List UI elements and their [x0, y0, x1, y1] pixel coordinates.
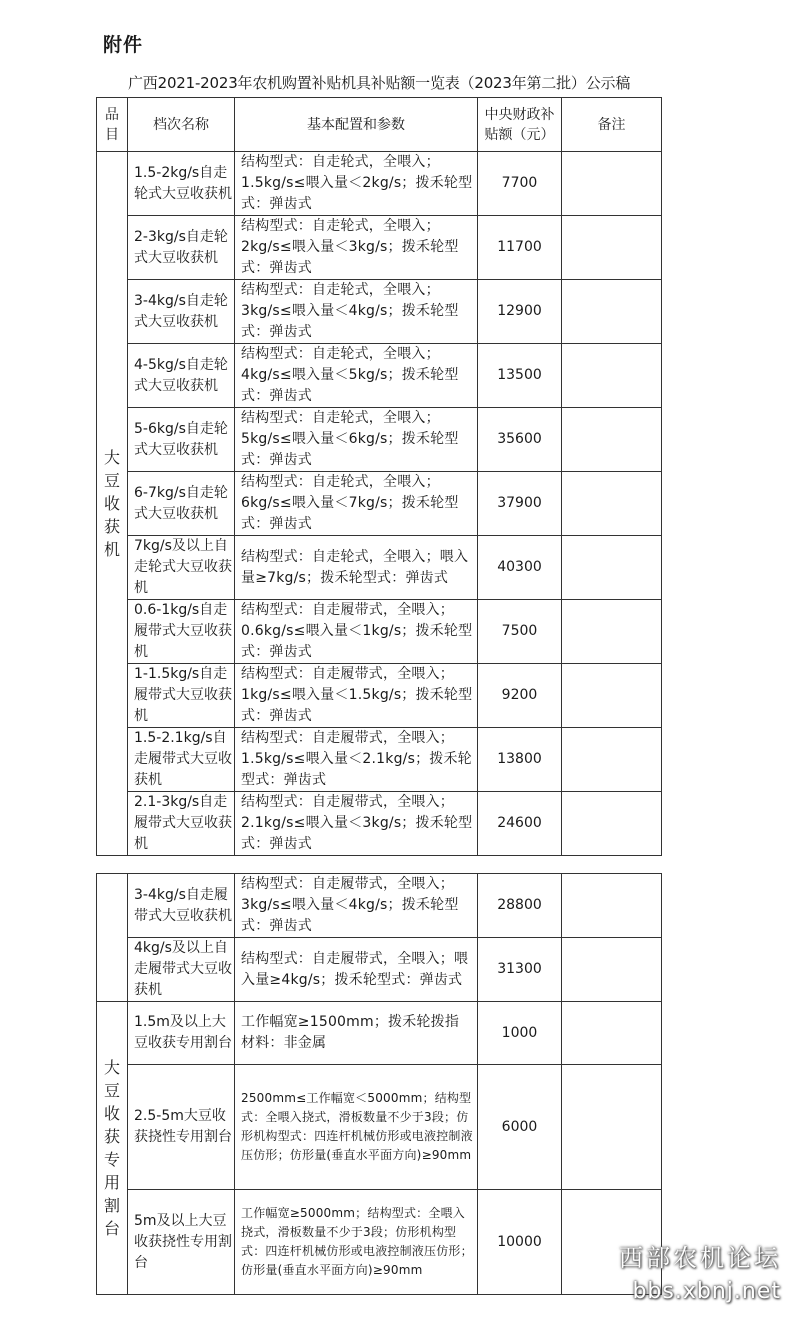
- config-text: 结构型式：自走轮式，全喂入；5kg/s≤喂入量＜6kg/s；拨禾轮型式：弹齿式: [241, 410, 459, 468]
- table-row: [97, 152, 662, 216]
- note-cell: [562, 938, 662, 1002]
- category-cell: [97, 1002, 128, 1295]
- header-note: 备注: [562, 98, 662, 152]
- note-cell: [562, 152, 662, 216]
- note-cell: [562, 1065, 662, 1190]
- tier-name-text: 5-6kg/s自走轮式大豆收获机: [134, 420, 228, 458]
- tier-name-cell: [128, 728, 235, 792]
- subsidy-amount-cell: [478, 664, 562, 728]
- watermark-url: bbs.xbnj.net: [632, 1279, 781, 1304]
- tier-name-text: 2.5-5m大豆收获挠性专用割台: [134, 1108, 232, 1145]
- config-text: 结构型式：自走轮式，全喂入；6kg/s≤喂入量＜7kg/s；拨禾轮型式：弹齿式: [241, 474, 459, 532]
- category-text: 大豆收获专用割台: [103, 1057, 120, 1238]
- note-cell: [562, 536, 662, 600]
- tier-name-cell: [128, 344, 235, 408]
- table-row: [97, 792, 662, 856]
- tier-name-cell: [128, 1190, 235, 1295]
- subsidy-amount-cell: [478, 344, 562, 408]
- note-cell: [562, 280, 662, 344]
- header-config: 基本配置和参数: [235, 98, 478, 152]
- config-text: 结构型式：自走轮式，全喂入；4kg/s≤喂入量＜5kg/s；拨禾轮型式：弹齿式: [241, 346, 459, 404]
- tier-name-cell: [128, 408, 235, 472]
- config-text: 工作幅宽≥1500mm；拨禾轮拨指材料：非金属: [241, 1014, 460, 1051]
- table-row: [97, 1002, 662, 1065]
- config-cell: [235, 536, 478, 600]
- subsidy-amount-text: 9200: [501, 687, 538, 703]
- table-row: [97, 1065, 662, 1190]
- tier-name-text: 1-1.5kg/s自走履带式大豆收获机: [134, 666, 232, 724]
- subsidy-amount-cell: [478, 216, 562, 280]
- note-cell: [562, 600, 662, 664]
- tier-name-cell: [128, 152, 235, 216]
- tier-name-cell: [128, 938, 235, 1002]
- tier-name-text: 5m及以上大豆收获挠性专用割台: [134, 1212, 232, 1271]
- tier-name-cell: [128, 600, 235, 664]
- table-row: [97, 280, 662, 344]
- subsidy-amount-text: 28800: [497, 897, 542, 913]
- note-cell: [562, 792, 662, 856]
- note-cell: [562, 874, 662, 938]
- header-tier-name: 档次名称: [128, 98, 235, 152]
- tier-name-text: 0.6-1kg/s自走履带式大豆收获机: [134, 602, 232, 660]
- tier-name-text: 7kg/s及以上自走轮式大豆收获机: [134, 538, 232, 596]
- config-text: 结构型式：自走履带式，全喂入；0.6kg/s≤喂入量＜1kg/s；拨禾轮型式：弹齿式: [241, 602, 473, 660]
- subsidy-amount-cell: [478, 536, 562, 600]
- config-text: 结构型式：自走轮式，全喂入；3kg/s≤喂入量＜4kg/s；拨禾轮型式：弹齿式: [241, 282, 459, 340]
- subsidy-amount-text: 6000: [501, 1118, 538, 1135]
- config-cell: [235, 938, 478, 1002]
- config-text: 结构型式：自走履带式，全喂入；3kg/s≤喂入量＜4kg/s；拨禾轮型式：弹齿式: [241, 876, 459, 934]
- tier-name-text: 3-4kg/s自走履带式大豆收获机: [134, 886, 232, 924]
- subsidy-amount-text: 13500: [497, 367, 542, 383]
- config-cell: [235, 1002, 478, 1065]
- tier-name-text: 4kg/s及以上自走履带式大豆收获机: [134, 940, 232, 998]
- subsidy-amount-text: 11700: [497, 239, 542, 255]
- config-cell: [235, 1065, 478, 1190]
- config-cell: [235, 874, 478, 938]
- config-cell: [235, 216, 478, 280]
- config-cell: [235, 344, 478, 408]
- table-row: [97, 600, 662, 664]
- config-cell: [235, 280, 478, 344]
- config-text: 结构型式：自走履带式，全喂入；喂入量≥4kg/s；拨禾轮型式：弹齿式: [241, 950, 469, 988]
- config-cell: [235, 728, 478, 792]
- table-row: [97, 938, 662, 1002]
- subsidy-amount-text: 35600: [497, 431, 542, 447]
- table-header-row: [97, 98, 662, 152]
- subsidy-amount-text: 31300: [497, 961, 542, 977]
- subsidy-amount-cell: [478, 1190, 562, 1295]
- tier-name-text: 1.5-2.1kg/s自走履带式大豆收获机: [134, 730, 232, 788]
- subsidy-amount-cell: [478, 792, 562, 856]
- config-cell: [235, 472, 478, 536]
- config-cell: [235, 408, 478, 472]
- watermark-site-name: 西部农机论坛: [619, 1244, 781, 1272]
- note-cell: [562, 664, 662, 728]
- config-text: 结构型式：自走轮式，全喂入；2kg/s≤喂入量＜3kg/s；拨禾轮型式：弹齿式: [241, 218, 459, 276]
- header-subsidy: 中央财政补贴额（元）: [478, 98, 562, 152]
- tier-name-text: 2.1-3kg/s自走履带式大豆收获机: [134, 794, 232, 852]
- table-row: [97, 472, 662, 536]
- tier-name-cell: [128, 536, 235, 600]
- config-text: 结构型式：自走轮式，全喂入；1.5kg/s≤喂入量＜2kg/s；拨禾轮型式：弹齿式: [241, 154, 473, 212]
- config-text: 2500mm≤工作幅宽＜5000mm；结构型式：全喂入挠式，滑板数量不少于3段；仿形机构型式：四连杆机械仿形或电液控制液压仿形；仿形量(垂直水平面方向)≥90mm: [241, 1091, 473, 1162]
- note-cell: [562, 344, 662, 408]
- tier-name-text: 2-3kg/s自走轮式大豆收获机: [134, 228, 228, 266]
- note-cell: [562, 1002, 662, 1065]
- table-row: [97, 216, 662, 280]
- tier-name-cell: [128, 664, 235, 728]
- tier-name-text: 3-4kg/s自走轮式大豆收获机: [134, 292, 228, 330]
- subsidy-amount-cell: [478, 600, 562, 664]
- config-text: 结构型式：自走履带式，全喂入；1kg/s≤喂入量＜1.5kg/s；拨禾轮型式：弹齿式: [241, 666, 473, 724]
- tier-name-cell: [128, 1065, 235, 1190]
- note-cell: [562, 216, 662, 280]
- subsidy-amount-cell: [478, 938, 562, 1002]
- table-row: [97, 344, 662, 408]
- subsidy-amount-text: 7500: [501, 623, 538, 639]
- tier-name-text: 6-7kg/s自走轮式大豆收获机: [134, 484, 228, 522]
- subsidy-amount-cell: [478, 152, 562, 216]
- config-cell: [235, 792, 478, 856]
- subsidy-amount-cell: [478, 1002, 562, 1065]
- note-cell: [562, 472, 662, 536]
- table-row: [97, 1190, 662, 1295]
- subsidy-table-part-1: [96, 97, 662, 856]
- config-cell: [235, 600, 478, 664]
- tier-name-cell: [128, 874, 235, 938]
- config-cell: [235, 664, 478, 728]
- tier-name-cell: [128, 216, 235, 280]
- subsidy-amount-text: 37900: [497, 495, 542, 511]
- subsidy-amount-text: 12900: [497, 303, 542, 319]
- table-row: [97, 664, 662, 728]
- subsidy-amount-cell: [478, 472, 562, 536]
- category-text: 大豆收获机: [103, 447, 120, 559]
- subsidy-amount-cell: [478, 728, 562, 792]
- tier-name-text: 4-5kg/s自走轮式大豆收获机: [134, 356, 228, 394]
- config-text: 结构型式：自走履带式，全喂入；2.1kg/s≤喂入量＜3kg/s；拨禾轮型式：弹齿式: [241, 794, 473, 852]
- note-cell: [562, 728, 662, 792]
- note-cell: [562, 408, 662, 472]
- subsidy-amount-text: 40300: [497, 559, 542, 575]
- category-cell-continued: [97, 874, 128, 1002]
- config-cell: [235, 152, 478, 216]
- subsidy-amount-cell: [478, 1065, 562, 1190]
- subsidy-amount-text: 1000: [501, 1024, 538, 1041]
- category-cell: [97, 152, 128, 856]
- subsidy-table-part-2: [96, 873, 662, 1295]
- table-row: [97, 874, 662, 938]
- config-cell: [235, 1190, 478, 1295]
- config-text: 结构型式：自走履带式，全喂入；1.5kg/s≤喂入量＜2.1kg/s；拨禾轮型式：弹齿式: [241, 730, 472, 788]
- table-row: [97, 728, 662, 792]
- subsidy-amount-text: 10000: [497, 1233, 542, 1250]
- subsidy-amount-text: 24600: [497, 815, 542, 831]
- subsidy-amount-cell: [478, 408, 562, 472]
- tier-name-cell: [128, 792, 235, 856]
- attachment-label: 附件: [103, 34, 144, 56]
- table-row: [97, 536, 662, 600]
- tier-name-cell: [128, 1002, 235, 1065]
- config-text: 工作幅宽≥5000mm；结构型式：全喂入挠式，滑板数量不少于3段；仿形机构型式：四连杆机械仿形或电液控制液压仿形；仿形量(垂直水平面方向)≥90mm: [241, 1206, 473, 1277]
- document-title: 广西2021-2023年农机购置补贴机具补贴额一览表（2023年第二批）公示稿: [128, 74, 631, 92]
- table-row: [97, 408, 662, 472]
- tier-name-text: 1.5-2kg/s自走轮式大豆收获机: [134, 164, 232, 202]
- subsidy-amount-text: 7700: [501, 175, 538, 191]
- tier-name-cell: [128, 472, 235, 536]
- watermark: [619, 1238, 781, 1304]
- tier-name-cell: [128, 280, 235, 344]
- tier-name-text: 1.5m及以上大豆收获专用割台: [134, 1014, 232, 1051]
- subsidy-amount-cell: [478, 874, 562, 938]
- subsidy-amount-text: 13800: [497, 751, 542, 767]
- header-category: 品目: [97, 98, 128, 152]
- subsidy-amount-cell: [478, 280, 562, 344]
- config-text: 结构型式：自走轮式，全喂入；喂入量≥7kg/s；拨禾轮型式：弹齿式: [241, 548, 469, 586]
